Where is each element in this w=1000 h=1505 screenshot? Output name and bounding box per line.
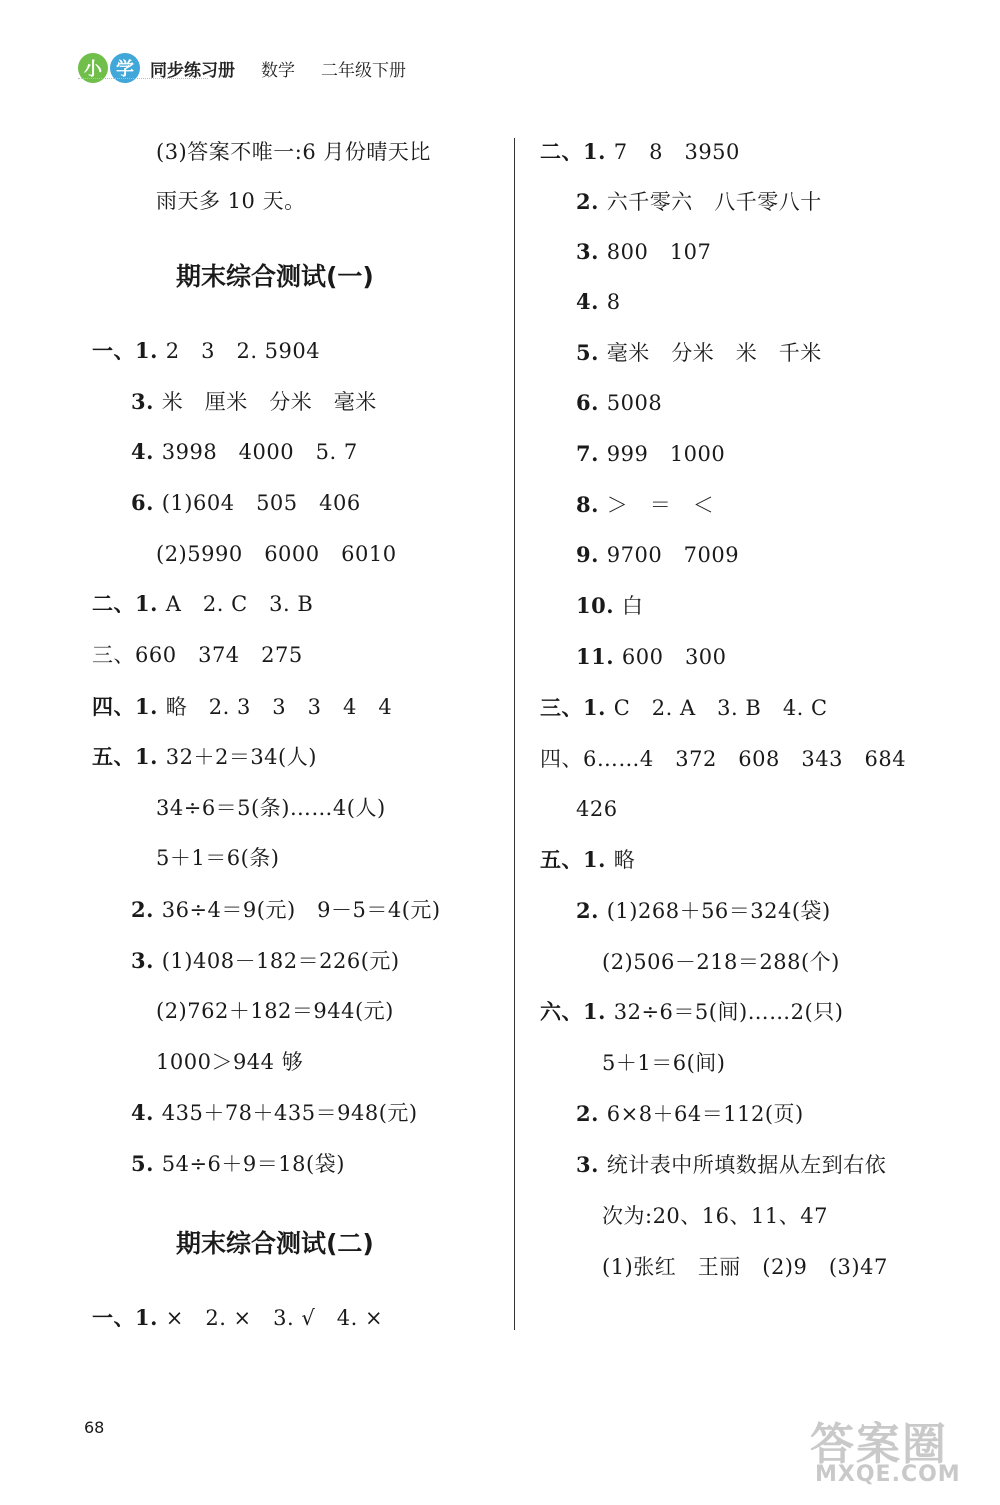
answer-line: 二、1. A 2. C 3. B <box>92 591 314 616</box>
grade-label: 二年级下册 <box>321 60 406 81</box>
answer-line: 5. 毫米 分米 米 千米 <box>576 340 822 365</box>
logo-char-2: 学 <box>110 53 140 83</box>
answer-line: 5＋1＝6(条) <box>156 846 280 870</box>
answer-line: 次为:20、16、11、47 <box>602 1204 828 1228</box>
section-heading: 期末综合测试(一) <box>176 262 374 291</box>
answer-line: 3. 统计表中所填数据从左到右依 <box>576 1152 887 1177</box>
answer-line: 2. (1)268＋56＝324(袋) <box>576 898 831 923</box>
answer-line: 11. 600 300 <box>576 644 727 669</box>
answer-line: 3. 800 107 <box>576 239 712 264</box>
section-heading: 期末综合测试(二) <box>176 1229 374 1258</box>
answer-line: 9. 9700 7009 <box>576 542 740 567</box>
answer-line: 6. 5008 <box>576 390 663 415</box>
answer-line: 34÷6＝5(条)……4(人) <box>156 796 386 820</box>
answer-line: (2)506－218＝288(个) <box>602 950 840 974</box>
answer-line: 426 <box>576 797 618 821</box>
book-title: 同步练习册 <box>150 60 235 81</box>
answer-line: 四、1. 略 2. 3 3 3 4 4 <box>92 694 393 719</box>
answer-line: 三、660 374 275 <box>92 643 303 667</box>
answer-line: 二、1. 7 8 3950 <box>540 139 740 164</box>
watermark-logo-text: 答案圈 <box>810 1419 948 1470</box>
answer-line: 6. (1)604 505 406 <box>131 490 361 515</box>
answer-line: 六、1. 32÷6＝5(间)……2(只) <box>540 999 844 1024</box>
answer-line: 3. 米 厘米 分米 毫米 <box>131 389 377 414</box>
answer-line: 2. 六千零六 八千零八十 <box>576 189 822 214</box>
answer-line: 5＋1＝6(间) <box>602 1051 726 1075</box>
answer-line: 雨天多 10 天。 <box>156 189 306 213</box>
answer-line: 4. 8 <box>576 289 621 314</box>
series-logo <box>78 53 142 83</box>
answer-line: 五、1. 略 <box>540 847 636 872</box>
answer-line: 8. ＞ ＝ ＜ <box>576 492 715 517</box>
column-divider <box>514 138 515 1330</box>
answer-line: 三、1. C 2. A 3. B 4. C <box>540 695 828 720</box>
answer-line: 7. 999 1000 <box>576 441 726 466</box>
answer-line: (1)张红 王丽 (2)9 (3)47 <box>602 1255 888 1279</box>
page-number: 68 <box>84 1418 105 1437</box>
site-watermark <box>790 1408 990 1498</box>
answer-line: (3)答案不唯一:6 月份晴天比 <box>156 140 431 164</box>
answer-line: 2. 36÷4＝9(元) 9－5＝4(元) <box>131 897 441 922</box>
watermark-url: MXQE.COM <box>815 1462 961 1487</box>
page-header <box>78 48 406 88</box>
answer-line: 5. 54÷6＋9＝18(袋) <box>131 1151 345 1176</box>
logo-char-1: 小 <box>78 53 108 83</box>
answer-line: (2)762＋182＝944(元) <box>156 999 394 1023</box>
answer-line: 10. 白 <box>576 593 644 618</box>
answer-line: 1000＞944 够 <box>156 1050 304 1074</box>
logo-underline <box>78 78 208 83</box>
answer-line: 一、1. 2 3 2. 5904 <box>92 338 321 363</box>
subject-label: 数学 <box>261 60 295 81</box>
answer-line: 四、6……4 372 608 343 684 <box>540 747 907 771</box>
answer-line: 2. 6×8＋64＝112(页) <box>576 1101 804 1126</box>
answer-line: 五、1. 32＋2＝34(人) <box>92 744 317 769</box>
answer-line: 一、1. × 2. × 3. √ 4. × <box>92 1305 384 1330</box>
answer-line: (2)5990 6000 6010 <box>156 542 397 566</box>
answer-line: 3. (1)408－182＝226(元) <box>131 948 400 973</box>
answer-line: 4. 3998 4000 5. 7 <box>131 439 358 464</box>
answer-line: 4. 435＋78＋435＝948(元) <box>131 1100 418 1125</box>
